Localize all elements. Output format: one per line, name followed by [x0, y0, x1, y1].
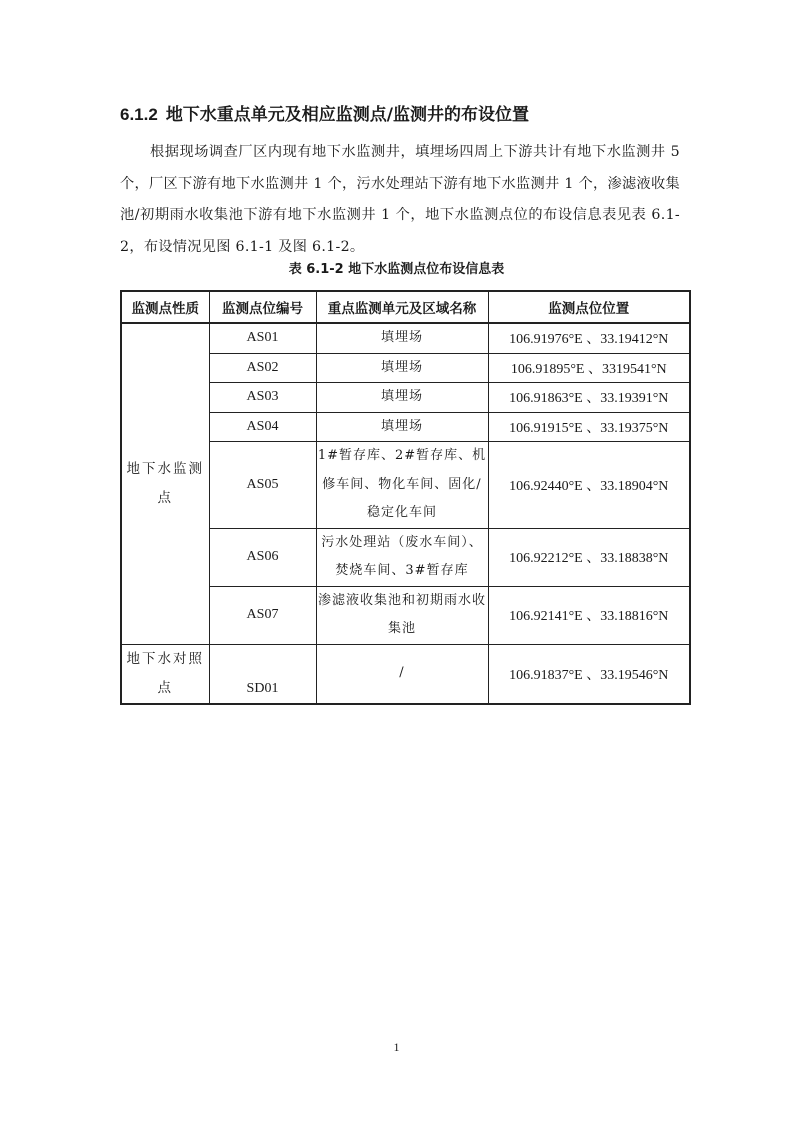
code-cell: AS06 [209, 528, 316, 586]
location-cell: 106.91976°E 、33.19412°N [488, 323, 690, 353]
location-cell: 106.92212°E 、33.18838°N [488, 528, 690, 586]
code-cell: AS05 [209, 442, 316, 529]
area-cell: / [316, 644, 488, 704]
code-cell: AS03 [209, 383, 316, 413]
area-cell: 填埋场 [316, 383, 488, 413]
location-cell: 106.91895°E 、3319541°N [488, 353, 690, 383]
location-cell: 106.92141°E 、33.18816°N [488, 586, 690, 644]
location-cell: 106.91915°E 、33.19375°N [488, 412, 690, 442]
table-row [121, 644, 690, 704]
area-cell: 填埋场 [316, 412, 488, 442]
code-cell: AS04 [209, 412, 316, 442]
column-header: 监测点位位置 [488, 291, 690, 323]
section-title: 地下水重点单元及相应监测点/监测井的布设位置 [165, 105, 530, 125]
section-number: 6.1.2 [120, 105, 158, 124]
area-cell: 1#暂存库、2#暂存库、机修车间、物化车间、固化/稳定化车间 [316, 442, 488, 529]
code-cell: AS01 [209, 323, 316, 353]
code-cell: SD01 [209, 644, 316, 704]
area-cell: 渗滤液收集池和初期雨水收集池 [316, 586, 488, 644]
column-header: 重点监测单元及区域名称 [316, 291, 488, 323]
location-cell: 106.91837°E 、33.19546°N [488, 644, 690, 704]
monitoring-table [120, 290, 691, 705]
table-caption: 表 6.1-2 地下水监测点位布设信息表 [288, 262, 505, 277]
category-cell: 地下水监测点 [121, 323, 209, 644]
area-cell: 污水处理站（废水车间）、焚烧车间、3#暂存库 [316, 528, 488, 586]
location-cell: 106.91863°E 、33.19391°N [488, 383, 690, 413]
code-cell: AS07 [209, 586, 316, 644]
body-paragraph: 根据现场调查厂区内现有地下水监测井，填埋场四周上下游共计有地下水监测井 5 个，厂区下游有地下水监测井 1 个，污水处理站下游有地下水监测井 1 个，渗滤液收集池/初期雨水收集池下游有地下水监测井 1 个，地下水监测点位的布设信息表见表 6.1-2，布设情况见图 6.1-1 及图 6.1-2。 [120, 144, 680, 255]
table-header-row [121, 291, 690, 323]
area-cell: 填埋场 [316, 323, 488, 353]
category-cell: 地下水对照点 [121, 644, 209, 704]
area-cell: 填埋场 [316, 353, 488, 383]
location-cell: 106.92440°E 、33.18904°N [488, 442, 690, 529]
section-heading [120, 103, 680, 127]
table-row [121, 323, 690, 353]
column-header: 监测点性质 [121, 291, 209, 323]
column-header: 监测点位编号 [209, 291, 316, 323]
page-number: 1 [393, 1040, 400, 1054]
code-cell: AS02 [209, 353, 316, 383]
